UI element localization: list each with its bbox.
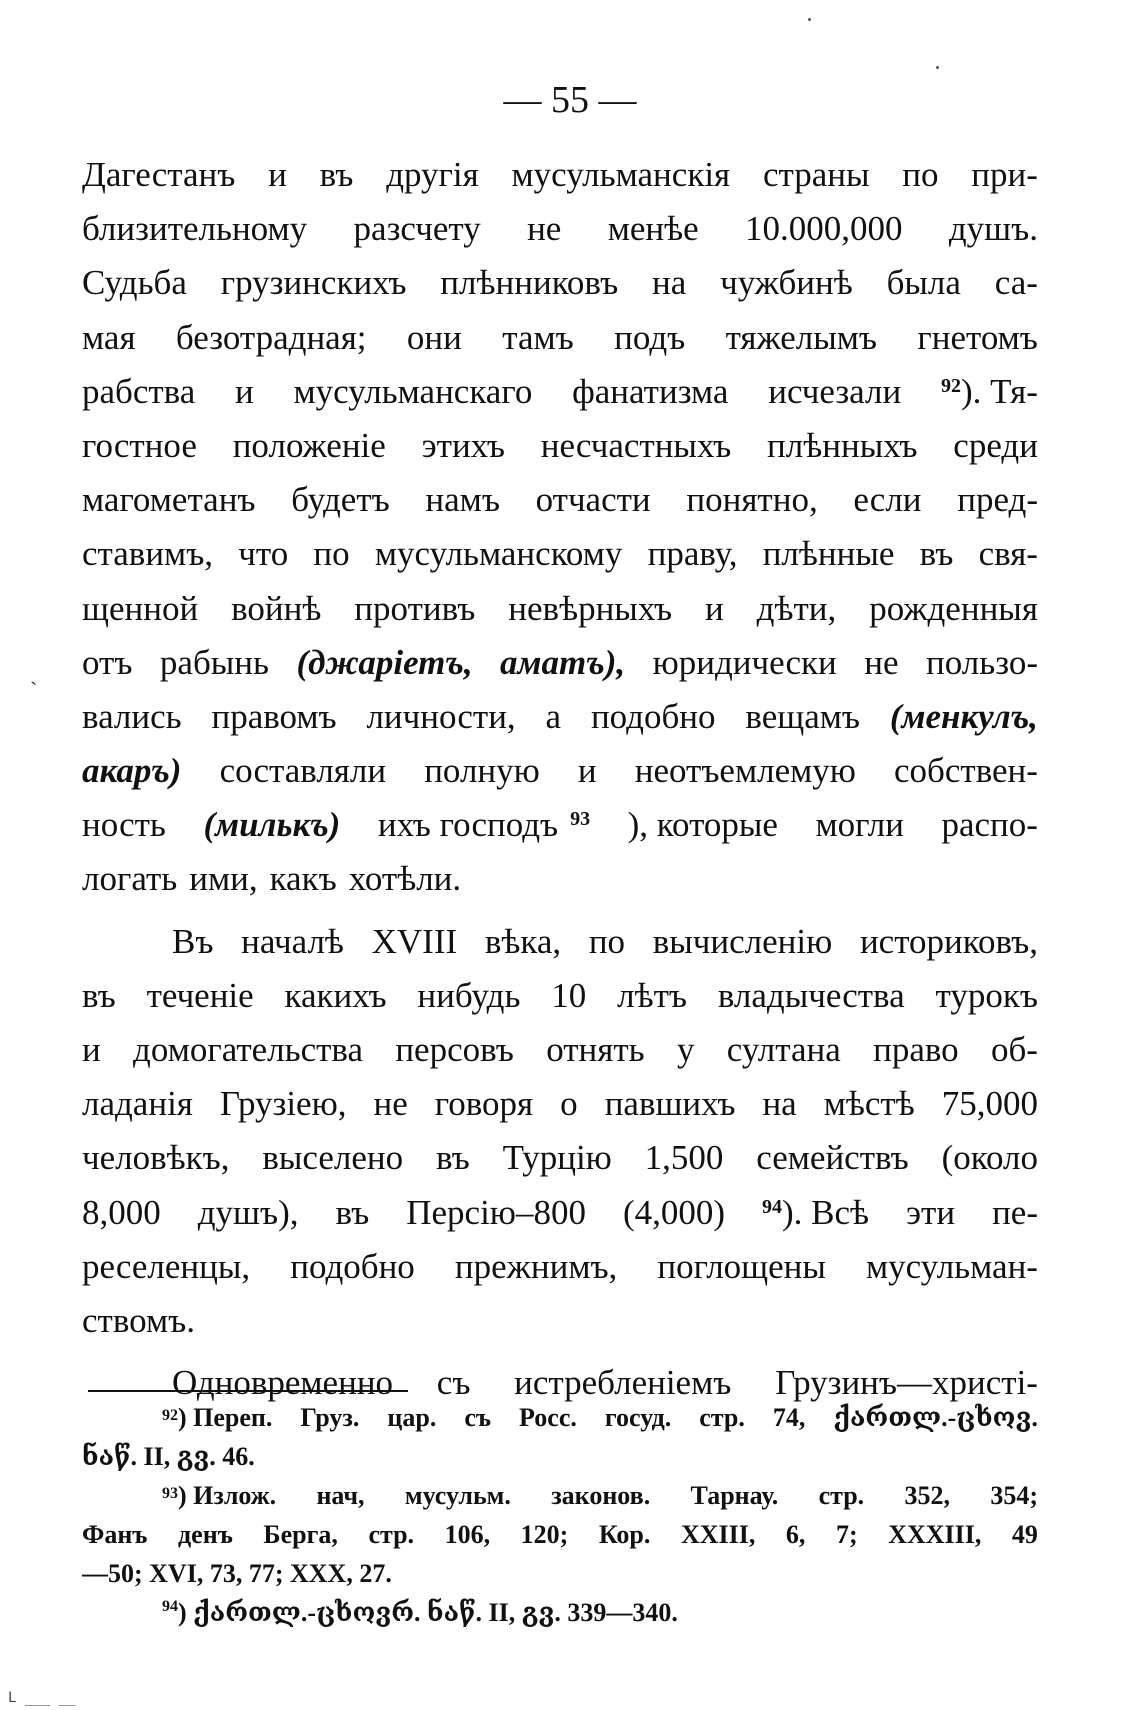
word: стр. <box>699 1403 745 1432</box>
text-line <box>82 690 1038 744</box>
footnote-line <box>82 1437 1038 1476</box>
word: право <box>873 1030 959 1069</box>
word: семействъ <box>756 1138 909 1178</box>
word: съ <box>436 1363 471 1403</box>
footnote-line <box>82 1476 1038 1515</box>
text-line <box>82 915 1038 969</box>
paragraph-2 <box>82 915 1038 1349</box>
word: близительному <box>82 209 308 249</box>
word: XXIII, <box>680 1520 756 1549</box>
word: подъ <box>614 317 686 357</box>
word: турокъ <box>935 975 1038 1015</box>
term-italic: (менкулъ, <box>889 696 1038 736</box>
word: истребленіемъ <box>514 1363 732 1403</box>
text-line <box>82 365 1038 419</box>
term-italic: (милькъ) <box>203 805 341 845</box>
word: 352, <box>904 1481 950 1510</box>
word: понятно, <box>686 480 818 520</box>
word: 10 <box>551 975 587 1015</box>
word: мусульманскія <box>511 155 731 194</box>
word: (4,000) <box>622 1192 725 1232</box>
word: они <box>406 317 462 357</box>
word: войнѣ <box>231 588 322 628</box>
word: могли <box>815 805 904 845</box>
word: павшихъ <box>604 1084 736 1124</box>
text-line <box>82 256 1038 310</box>
word: историковъ, <box>859 921 1038 961</box>
word: будетъ <box>291 480 390 520</box>
word: XXXIII, <box>888 1520 982 1549</box>
word: о <box>560 1084 578 1124</box>
word: по <box>313 534 350 574</box>
space <box>258 852 270 906</box>
word: рабынь <box>159 642 269 682</box>
word: а <box>545 696 562 736</box>
text-line <box>82 1240 1038 1294</box>
footnote-text: —50; XVI, 73, 77; XXX, 27. <box>82 1559 392 1588</box>
word: стр. <box>818 1481 865 1510</box>
text-line <box>82 969 1038 1023</box>
word: въ <box>435 1138 470 1178</box>
page-number: — 55 — <box>503 79 637 121</box>
text-line <box>82 473 1038 527</box>
footnote-line <box>82 1398 1038 1437</box>
footnote-rule <box>88 1390 408 1392</box>
word: ствомъ. <box>82 1300 195 1340</box>
word: отчасти <box>535 480 651 520</box>
text-line <box>82 1077 1038 1131</box>
word: нибудь <box>417 975 521 1015</box>
word: неотъемлемую <box>634 751 856 791</box>
word: Грузинъ—христі- <box>775 1363 1038 1403</box>
footnote-line <box>82 1515 1038 1554</box>
word: персовъ <box>395 1030 514 1069</box>
text-line <box>82 636 1038 690</box>
footnote-mark: 94 <box>162 1598 178 1615</box>
word: пользо- <box>926 642 1038 682</box>
word: юридически <box>652 642 837 682</box>
word: на <box>762 1084 797 1124</box>
word: Росс. <box>519 1403 577 1432</box>
word-with-footnote <box>762 1186 869 1240</box>
word: Тарнау. <box>690 1481 779 1510</box>
word: и <box>82 1030 101 1069</box>
word: началѣ <box>241 921 344 961</box>
word: подобно <box>290 1246 415 1286</box>
word: вещамъ <box>745 696 860 736</box>
word-with-footnote <box>941 365 1038 419</box>
word: законов. <box>551 1481 651 1510</box>
word: рожденныя <box>869 588 1038 628</box>
word: ность <box>82 805 166 845</box>
word: мая <box>82 317 136 357</box>
word: эти <box>906 1192 956 1232</box>
word: плѣнные <box>762 534 895 574</box>
word: ქართლ.-ცხოვ. <box>833 1403 1038 1432</box>
word: личности, <box>366 696 516 736</box>
footnote-text: ნაწ. II, გვ. 46. <box>82 1442 255 1471</box>
text-line <box>82 852 1038 906</box>
word: ладанія <box>82 1084 193 1124</box>
text-line <box>82 1294 1038 1348</box>
word: въ <box>335 1192 370 1232</box>
word: распо- <box>941 805 1038 845</box>
word: 7; <box>835 1520 858 1549</box>
word: мусульманскаго <box>293 371 533 411</box>
text-line <box>82 148 1038 202</box>
word: этихъ <box>421 425 505 465</box>
word: хотѣли. <box>348 859 462 899</box>
main-text <box>82 148 1038 1410</box>
text-line <box>82 798 1038 852</box>
word: 10.000,000 <box>745 209 903 249</box>
word: ихъ господъ <box>377 805 559 845</box>
word: ) Излож. <box>178 1481 277 1510</box>
word: не <box>527 209 562 249</box>
footnote-line <box>82 1554 1038 1593</box>
word: по <box>902 155 939 194</box>
word: Дагестанъ <box>82 155 236 194</box>
word: рабства <box>82 371 196 411</box>
word: цар. <box>387 1403 437 1432</box>
word: 1,500 <box>644 1138 724 1178</box>
word: Кор. <box>598 1520 651 1549</box>
word: среди <box>953 425 1038 465</box>
word: султана <box>726 1030 841 1069</box>
word: домогательства <box>133 1030 364 1069</box>
word: гостное <box>82 425 197 465</box>
word: не <box>373 1084 408 1124</box>
footnote-line <box>82 1593 1038 1632</box>
word: праву, <box>647 534 738 574</box>
word: въ <box>919 534 954 574</box>
word: разсчету <box>353 209 481 249</box>
footnote-mark: 92 <box>162 1407 178 1424</box>
word: 120; <box>520 1520 569 1549</box>
word: не <box>864 642 899 682</box>
word: отъ <box>82 642 133 682</box>
word: чужбинѣ <box>720 263 853 303</box>
text-line <box>82 1131 1038 1185</box>
word: вались <box>82 696 182 736</box>
word: плѣнниковъ <box>440 263 619 303</box>
paragraph-1 <box>82 148 1038 907</box>
word: 74, <box>772 1403 806 1432</box>
word-with-footnote <box>378 798 590 852</box>
print-speck <box>936 66 939 69</box>
word: владычества <box>717 975 905 1015</box>
word: 8,000 <box>82 1192 161 1232</box>
space <box>177 852 189 906</box>
word: составляли <box>219 751 387 791</box>
word: логать <box>82 859 178 899</box>
word: Судьба <box>82 263 187 303</box>
word: полную <box>424 751 540 791</box>
word: ставимъ, <box>82 534 214 574</box>
corner-mark: L ___ __ <box>8 1690 76 1706</box>
margin-mark: ˎ <box>30 660 38 685</box>
word: если <box>853 480 922 520</box>
word: страны <box>762 155 870 194</box>
footnotes <box>82 1398 1038 1632</box>
word: положеніе <box>232 425 386 465</box>
word: са- <box>994 263 1038 303</box>
word: госуд. <box>604 1403 672 1432</box>
word: реселенцы, <box>82 1246 251 1286</box>
word: нач, <box>316 1481 365 1510</box>
word: вычисленію <box>652 921 833 961</box>
word: ) Переп. <box>178 1403 273 1432</box>
word: при- <box>971 155 1038 194</box>
footnote-ref: 92 <box>940 374 961 397</box>
word: 75,000 <box>941 1084 1038 1124</box>
word: какихъ <box>284 975 387 1015</box>
word: мусульм. <box>404 1481 511 1510</box>
word: 354; <box>990 1481 1038 1510</box>
word: душъ), <box>197 1192 299 1232</box>
word: Берга, <box>263 1520 338 1549</box>
word: съ <box>464 1403 492 1432</box>
word: дѣти, <box>756 588 837 628</box>
word: и <box>235 371 254 411</box>
word: Фанъ <box>82 1520 148 1549</box>
word: свя- <box>978 534 1038 574</box>
word: лѣтъ <box>617 975 687 1015</box>
word: тяжелымъ <box>725 317 878 357</box>
word: теченіе <box>146 975 254 1015</box>
word: 106, <box>444 1520 491 1549</box>
word: магометанъ <box>82 480 256 520</box>
word: Груз. <box>300 1403 360 1432</box>
text-line <box>82 311 1038 365</box>
word: отнять <box>546 1030 645 1069</box>
footnote-start <box>162 1476 276 1515</box>
space <box>337 852 349 906</box>
word: пе- <box>992 1192 1038 1232</box>
footnote-mark: 93 <box>162 1485 178 1502</box>
word: менѣе <box>607 209 699 249</box>
word: мѣстѣ <box>823 1084 915 1124</box>
word: ими, <box>189 859 258 899</box>
word: невѣрныхъ <box>508 588 673 628</box>
word: была <box>886 263 961 303</box>
word: (около <box>941 1138 1038 1178</box>
word: стр. <box>368 1520 415 1549</box>
word: несчастныхъ <box>540 425 732 465</box>
word: противъ <box>354 588 476 628</box>
word: и <box>268 155 287 194</box>
word: об- <box>990 1030 1038 1069</box>
term-italic: акаръ) <box>82 751 182 791</box>
text-line <box>82 582 1038 636</box>
word: тамъ <box>502 317 574 357</box>
word: и <box>705 588 724 628</box>
word: гнетомъ <box>917 317 1038 357</box>
word: 6, <box>785 1520 806 1549</box>
footnote-ref: 94 <box>761 1195 782 1218</box>
word: на <box>652 263 687 303</box>
word: ). Тя- <box>960 371 1038 411</box>
word: въ <box>319 155 354 194</box>
word: плѣнныхъ <box>767 425 918 465</box>
word: Турцію <box>502 1138 612 1178</box>
word: денъ <box>178 1520 233 1549</box>
word: Персію–800 <box>406 1192 586 1232</box>
text-line <box>82 1023 1038 1077</box>
word: исчезали <box>768 371 902 411</box>
print-speck <box>808 18 811 21</box>
word: безотрадная; <box>175 317 367 357</box>
word: 49 <box>1011 1520 1038 1549</box>
word: мусульман- <box>866 1246 1038 1286</box>
text-line <box>82 744 1038 798</box>
word: намъ <box>425 480 500 520</box>
word: ). Всѣ <box>781 1192 870 1232</box>
word: щенной <box>82 588 199 628</box>
word: пред- <box>957 480 1038 520</box>
footnote-text: ) ქართლ.-ცხოვრ. ნაწ. II, გვ. 339—340. <box>178 1598 678 1627</box>
text-line <box>82 1186 1038 1240</box>
footnote-start <box>162 1398 272 1437</box>
word: другія <box>386 155 479 194</box>
text-line <box>82 527 1038 581</box>
term-italic: (джаріетъ, <box>296 642 473 682</box>
word: Грузіею, <box>219 1084 347 1124</box>
word: какъ <box>269 859 337 899</box>
word: въ <box>82 975 116 1015</box>
word: по <box>588 921 626 961</box>
word: ), которые <box>627 805 778 845</box>
word: говоря <box>434 1084 534 1124</box>
word: и <box>577 751 597 791</box>
word: человѣкъ, <box>82 1138 230 1178</box>
word: Въ <box>172 921 214 961</box>
word: XVIII <box>371 921 458 961</box>
word: Одновременно <box>172 1363 394 1403</box>
word: грузинскихъ <box>220 263 407 303</box>
text-line <box>82 202 1038 256</box>
term-italic: аматъ), <box>500 642 626 682</box>
word: что <box>238 534 289 574</box>
word: вѣка, <box>484 921 562 961</box>
word: прежнимъ, <box>454 1246 618 1286</box>
word: у <box>676 1030 695 1069</box>
word: фанатизма <box>572 371 729 411</box>
word: выселено <box>262 1138 404 1178</box>
word: правомъ <box>211 696 337 736</box>
word: поглощены <box>657 1246 826 1286</box>
text-line <box>82 419 1038 473</box>
word: душъ. <box>948 209 1038 249</box>
footnote-ref: 93 <box>570 808 591 831</box>
word: собствен- <box>894 751 1038 791</box>
word: мусульманскому <box>374 534 623 574</box>
word: подобно <box>590 696 716 736</box>
